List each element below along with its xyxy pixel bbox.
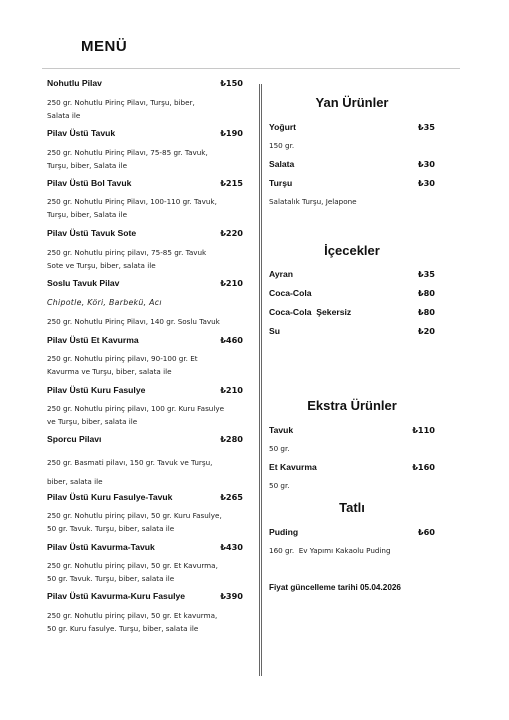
item-name: Coca-Cola — [269, 288, 312, 298]
item-price: ₺430 — [220, 542, 243, 552]
menu-item-kavurma-kuru-fasulye — [47, 591, 243, 601]
item-name: Pilav Üstü Tavuk Sote — [47, 228, 137, 238]
menu-item-pilav-ustu-tavuk — [47, 128, 243, 138]
header-rule — [42, 68, 460, 69]
menu-item-pilav-ustu-kuru-fasulye — [47, 385, 243, 395]
description-line: biber, salata ile — [47, 477, 103, 486]
menu-item-coca-cola-sekersiz — [269, 307, 435, 317]
menu-item-ayran — [269, 269, 435, 279]
item-price: ₺160 — [412, 462, 435, 472]
description-line: 250 gr. Basmati pilavı, 150 gr. Tavuk ve Turşu, — [47, 458, 213, 467]
item-price: ₺280 — [220, 434, 243, 444]
description-line: 50 gr. Kuru fasulye. Turşu, biber, salata ile — [47, 623, 199, 633]
item-name: Ayran — [269, 269, 294, 279]
item-description: 160 gr. Ev Yapımı Kakaolu Puding — [269, 546, 391, 555]
item-price: ₺110 — [412, 425, 435, 435]
item-name: Coca-Cola Şekersiz — [269, 307, 352, 317]
item-name: Tavuk — [269, 425, 294, 435]
item-name: Nohutlu Pilav — [47, 78, 102, 88]
description-line: Salata ile — [47, 110, 81, 120]
menu-item-pilav-ustu-bol-tavuk — [47, 178, 243, 188]
item-name: Puding — [269, 527, 299, 537]
item-description — [47, 97, 243, 122]
item-description: 50 gr. — [269, 444, 290, 453]
item-name: Pilav Üstü Kavurma-Tavuk — [47, 542, 155, 552]
description-line: 250 gr. Nohutlu pirinç pilavı, 100 gr. Kuru Fasulye — [47, 404, 225, 413]
item-description — [47, 247, 243, 272]
item-description: Salatalık Turşu, Jelapone — [269, 197, 357, 206]
item-price: ₺215 — [220, 178, 243, 188]
item-price: ₺30 — [417, 159, 435, 169]
item-description — [47, 353, 243, 378]
item-name: Pilav Üstü Bol Tavuk — [47, 178, 132, 188]
menu-item-tursu — [269, 178, 435, 188]
menu-item-nohutlu-pilav — [47, 78, 243, 88]
item-description — [47, 560, 243, 585]
item-price: ₺210 — [220, 278, 243, 288]
item-price: ₺265 — [220, 492, 243, 502]
description-line: 250 gr. Nohutlu Pirinç Pilavı, Turşu, biber, — [47, 98, 195, 107]
item-price: ₺35 — [417, 122, 435, 132]
menu-item-yogurt — [269, 122, 435, 132]
item-price: ₺80 — [417, 288, 435, 298]
section-heading-sides: Yan Ürünler — [315, 95, 389, 110]
item-description — [47, 453, 243, 491]
description-line: 250 gr. Nohutlu pirinç pilavı, 50 gr. Kuru Fasulye, — [47, 511, 222, 520]
item-price: ₺60 — [417, 527, 435, 537]
item-price: ₺190 — [220, 128, 243, 138]
item-description — [47, 316, 243, 329]
menu-item-kavurma-tavuk — [47, 542, 243, 552]
item-price: ₺460 — [220, 335, 243, 345]
section-heading-dessert: Tatlı — [339, 500, 365, 515]
menu-item-extra-tavuk — [269, 425, 435, 435]
description-line: Kavurma ve Turşu, biber, salata ile — [47, 366, 172, 376]
description-line: Sote ve Turşu, biber, salata ile — [47, 260, 156, 270]
price-update-note: Fiyat güncelleme tarihi 05.04.2026 — [269, 583, 401, 592]
item-price: ₺390 — [220, 591, 243, 601]
item-name: Soslu Tavuk Pilav — [47, 278, 120, 288]
description-line: 250 gr. Nohutlu Pirinç Pilavı, 140 gr. Soslu Tavuk — [47, 317, 220, 326]
item-name: Turşu — [269, 178, 293, 188]
item-price: ₺150 — [220, 78, 243, 88]
sauce-options: Chipotle, Köri, Barbekü, Acı — [47, 298, 162, 307]
description-line: 50 gr. Tavuk. Turşu, biber, salata ile — [47, 523, 175, 533]
description-line: ve Turşu, biber, salata ile — [47, 416, 138, 426]
item-name: Pilav Üstü Kavurma-Kuru Fasulye — [47, 591, 186, 601]
description-line: 250 gr. Nohutlu pirinç pilavı, 75-85 gr. Tavuk — [47, 248, 207, 257]
item-description — [47, 403, 243, 428]
menu-item-extra-et-kavurma — [269, 462, 435, 472]
item-description: 50 gr. — [269, 481, 290, 490]
item-name: Pilav Üstü Tavuk — [47, 128, 116, 138]
item-description — [47, 147, 243, 172]
item-name: Su — [269, 326, 280, 336]
item-name: Pilav Üstü Kuru Fasulye-Tavuk — [47, 492, 173, 502]
item-name: Et Kavurma — [269, 462, 317, 472]
menu-item-coca-cola — [269, 288, 435, 298]
menu-item-soslu-tavuk-pilav — [47, 278, 243, 288]
item-description — [47, 510, 243, 535]
description-line: Turşu, biber, Salata ile — [47, 160, 128, 170]
item-price: ₺30 — [417, 178, 435, 188]
menu-item-puding — [269, 527, 435, 537]
description-line: 50 gr. Tavuk. Turşu, biber, salata ile — [47, 573, 175, 583]
item-description — [47, 196, 243, 221]
section-heading-drinks: İçecekler — [324, 243, 380, 258]
menu-item-su — [269, 326, 435, 336]
menu-item-pilav-ustu-tavuk-sote — [47, 228, 243, 238]
item-name: Sporcu Pilavı — [47, 434, 102, 444]
description-line: 250 gr. Nohutlu pirinç pilavı, 50 gr. Et kavurma, — [47, 611, 218, 620]
item-name: Pilav Üstü Et Kavurma — [47, 335, 139, 345]
item-price: ₺210 — [220, 385, 243, 395]
item-price: ₺220 — [220, 228, 243, 238]
item-name: Pilav Üstü Kuru Fasulye — [47, 385, 146, 395]
menu-item-sporcu-pilavi — [47, 434, 243, 444]
item-price: ₺20 — [417, 326, 435, 336]
description-line: 250 gr. Nohutlu pirinç pilavı, 50 gr. Et Kavurma, — [47, 561, 218, 570]
column-divider — [259, 84, 262, 676]
item-name: Yoğurt — [269, 122, 297, 132]
item-price: ₺35 — [417, 269, 435, 279]
description-line: 250 gr. Nohutlu pirinç pilavı, 90-100 gr. Et — [47, 354, 198, 363]
menu-item-kuru-fasulye-tavuk — [47, 492, 243, 502]
description-line: 250 gr. Nohutlu Pirinç Pilavı, 75-85 gr. Tavuk, — [47, 148, 208, 157]
item-description: 150 gr. — [269, 141, 295, 150]
item-description — [47, 610, 243, 635]
menu-item-pilav-ustu-et-kavurma — [47, 335, 243, 345]
item-name: Salata — [269, 159, 295, 169]
section-heading-extras: Ekstra Ürünler — [307, 398, 397, 413]
description-line: Turşu, biber, Salata ile — [47, 209, 128, 219]
menu-item-salata — [269, 159, 435, 169]
page-title: MENÜ — [81, 38, 128, 55]
item-price: ₺80 — [417, 307, 435, 317]
description-line: 250 gr. Nohutlu Pirinç Pilavı, 100-110 gr. Tavuk, — [47, 197, 217, 206]
